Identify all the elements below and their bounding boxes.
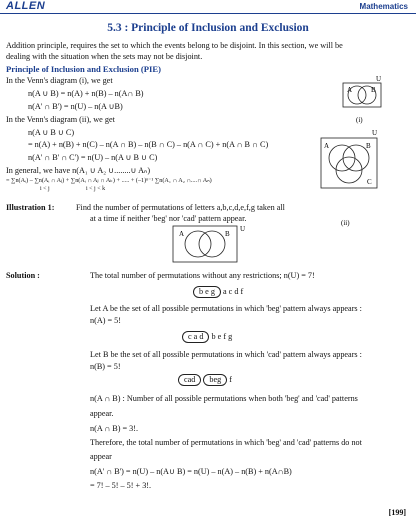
venn2-label-a: A bbox=[324, 142, 330, 150]
illustration-line-1: Find the number of permutations of letters a,b,c,d,e,f,g taken all bbox=[76, 203, 285, 212]
permutation-2 bbox=[182, 331, 232, 343]
beg-group: b e g bbox=[193, 286, 221, 298]
solution-line-7: appear. bbox=[90, 409, 114, 418]
venn1-label-u: U bbox=[376, 75, 382, 83]
header-rule bbox=[0, 13, 416, 14]
illustration-venn-label-a: A bbox=[179, 230, 185, 238]
intro-line-1: Addition principle, requires the set to which the events belong to be disjoint. In this section, we will be bbox=[6, 41, 343, 50]
solution-line-1: The total number of permutations without any restrictions; n(U) = 7! bbox=[90, 271, 315, 280]
brand-logo: ALLEN bbox=[6, 0, 46, 12]
permutation-3 bbox=[178, 374, 232, 386]
general-line: In general, we have n(A₁ ∪ A₂ ∪........∪ Aₙ) bbox=[6, 166, 151, 175]
venn1-label-b: B bbox=[371, 86, 376, 94]
permutation-1-rest: a c d f bbox=[222, 287, 244, 296]
solution-label: Solution : bbox=[6, 271, 40, 280]
solution-line-5: n(B) = 5! bbox=[90, 362, 121, 371]
venn2-formula-2: = n(A) + n(B) + n(C) – n(A ∩ B) – n(B ∩ C) – n(A ∩ C) + n(A ∩ B ∩ C) bbox=[28, 140, 269, 149]
venn1-formula-2: n(A' ∩ B') = n(U) – n(A ∪B) bbox=[28, 102, 123, 111]
venn1-formula-1: n(A ∪ B) = n(A) + n(B) – n(A∩ B) bbox=[28, 89, 144, 98]
solution-line-11: n(A' ∩ B') = n(U) – n(A∪ B) = n(U) – n(A) – n(B) + n(A∩B) bbox=[90, 467, 292, 476]
illustration-venn bbox=[170, 222, 250, 268]
solution-line-3: n(A) = 5! bbox=[90, 316, 121, 325]
cad-group: c a d bbox=[182, 331, 209, 343]
solution-line-4: Let B be the set of all possible permutations in which 'cad' pattern always appears : bbox=[90, 350, 362, 359]
venn2-formula-1: n(A ∪ B ∪ C) bbox=[28, 128, 75, 137]
solution-line-8: n(A ∩ B) = 3!. bbox=[90, 424, 139, 433]
venn2-caption: (ii) bbox=[341, 219, 350, 227]
cad-group-2: cad bbox=[178, 374, 201, 386]
venn2-label-c: C bbox=[367, 178, 372, 186]
permutation-1 bbox=[193, 286, 243, 298]
general-formula: = ∑n(Aᵢ) – ∑n(Aᵢ ∩ Aⱼ) + ∑n(Aᵢ ∩ Aⱼ ∩ Aₖ) + ..... + (–1)ⁿ⁻¹ ∑n(A₁ ∩ A₂ ∩....∩ Aₙ) bbox=[6, 177, 212, 184]
venn2-formula-3: n(A' ∩ B' ∩ C') = n(U) – n(A ∪ B ∪ C) bbox=[28, 153, 158, 162]
solution-line-2: Let A be the set of all possible permutations in which 'beg' pattern always appears : bbox=[90, 304, 362, 313]
venn2-label-b: B bbox=[366, 142, 371, 150]
page-number: [199] bbox=[388, 508, 406, 517]
venn1-intro: In the Venn's diagram (i), we get bbox=[6, 76, 113, 85]
venn2-intro: In the Venn's diagram (ii), we get bbox=[6, 115, 115, 124]
general-subscript-1: i < j bbox=[40, 186, 50, 192]
solution-line-6: n(A ∩ B) : Number of all possible permutations when both 'beg' and 'cad' patterns bbox=[90, 394, 358, 403]
beg-group-2: beg bbox=[203, 374, 227, 386]
venn1-caption: (i) bbox=[356, 116, 363, 124]
venn2-label-u: U bbox=[372, 129, 378, 137]
illustration-venn-label-u: U bbox=[240, 225, 246, 233]
illustration-line-2: at a time if neither 'beg' nor 'cad' pattern appear. bbox=[90, 214, 247, 223]
solution-line-9: Therefore, the total number of permutations in which 'beg' and 'cad' patterns do not bbox=[90, 438, 362, 447]
solution-line-10: appear bbox=[90, 452, 112, 461]
venn1-label-a: A bbox=[347, 86, 353, 94]
illustration-venn-label-b: B bbox=[225, 230, 230, 238]
general-subscript-2: i < j < k bbox=[86, 186, 106, 192]
pie-heading: Principle of Inclusion and Exclusion (PIE) bbox=[6, 64, 161, 74]
venn-diagram-i bbox=[340, 74, 415, 128]
subject-label: Mathematics bbox=[359, 2, 408, 11]
solution-line-12: = 7! – 5! – 5! + 3!. bbox=[90, 481, 152, 490]
permutation-3-rest: f bbox=[229, 375, 233, 384]
permutation-2-rest: b e f g bbox=[211, 332, 233, 341]
section-title: 5.3 : Principle of Inclusion and Exclusion bbox=[107, 22, 309, 34]
illustration-label: Illustration 1: bbox=[6, 203, 55, 212]
intro-line-2: dealing with the situation when the sets may not be disjoint. bbox=[6, 52, 203, 61]
venn-diagram-ii bbox=[318, 126, 414, 230]
